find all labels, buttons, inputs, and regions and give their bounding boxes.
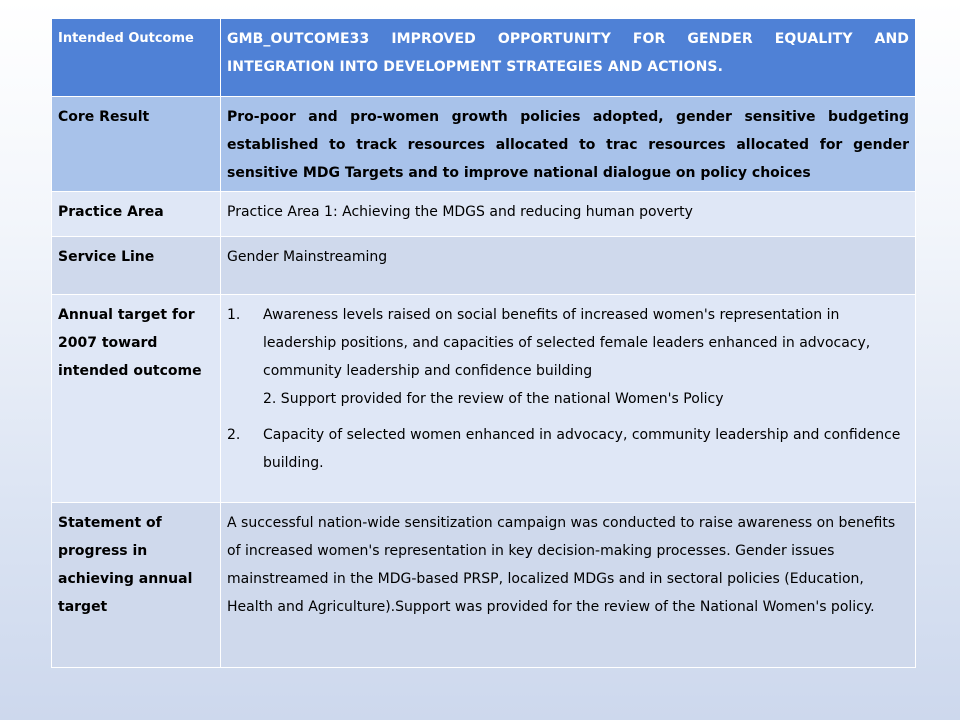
annual-target-label: Annual target for 2007 toward intended outcome	[52, 295, 221, 503]
list-item-number: 2.	[227, 427, 241, 443]
annual-target-value	[221, 295, 916, 503]
list-item	[227, 421, 909, 477]
service-line-label: Service Line	[52, 237, 221, 295]
statement-of-progress-value: A successful nation-wide sensitization campaign was conducted to raise awareness on benefits of increased women's representation in key decision-making processes. Gender issues mainstreamed in the MDG-based PRSP, localized MDGs and in sectoral policies (Education, Health and Agriculture).Support was provided for the review of the National Women's policy.	[221, 503, 916, 668]
list-item-text: Awareness levels raised on social benefits of increased women's representation in leadership positions, and capacities of selected female leaders enhanced in advocacy, community leadership and confidence building	[263, 307, 871, 379]
service-line-value: Gender Mainstreaming	[221, 237, 916, 295]
outcome-table	[51, 18, 916, 668]
practice-area-label: Practice Area	[52, 192, 221, 237]
intended-outcome-value: GMB_OUTCOME33 IMPROVED OPPORTUNITY FOR GENDER EQUALITY AND INTEGRATION INTO DEVELOPMENT STRATEGIES AND ACTIONS.	[221, 19, 916, 97]
intended-outcome-label: Intended Outcome	[52, 19, 221, 97]
core-result-value: Pro-poor and pro-women growth policies adopted, gender sensitive budgeting established to track resources allocated to trac resources allocated for gender sensitive MDG Targets and to improve national dialogue on policy choices	[221, 97, 916, 192]
table-row-practice-area	[52, 192, 916, 237]
core-result-label: Core Result	[52, 97, 221, 192]
table-row-statement-of-progress	[52, 503, 916, 668]
table-row-core-result	[52, 97, 916, 192]
table-row-annual-target	[52, 295, 916, 503]
practice-area-value: Practice Area 1: Achieving the MDGS and reducing human poverty	[221, 192, 916, 237]
table-row-intended-outcome	[52, 19, 916, 97]
list-item	[227, 301, 909, 413]
list-item-number: 1.	[227, 307, 241, 323]
annual-target-list	[227, 301, 909, 477]
statement-of-progress-label: Statement of progress in achieving annual target	[52, 503, 221, 668]
list-item-subtext: 2. Support provided for the review of the national Women's Policy	[263, 391, 724, 407]
table-row-service-line	[52, 237, 916, 295]
list-item-text: Capacity of selected women enhanced in advocacy, community leadership and confidence building.	[263, 427, 901, 471]
